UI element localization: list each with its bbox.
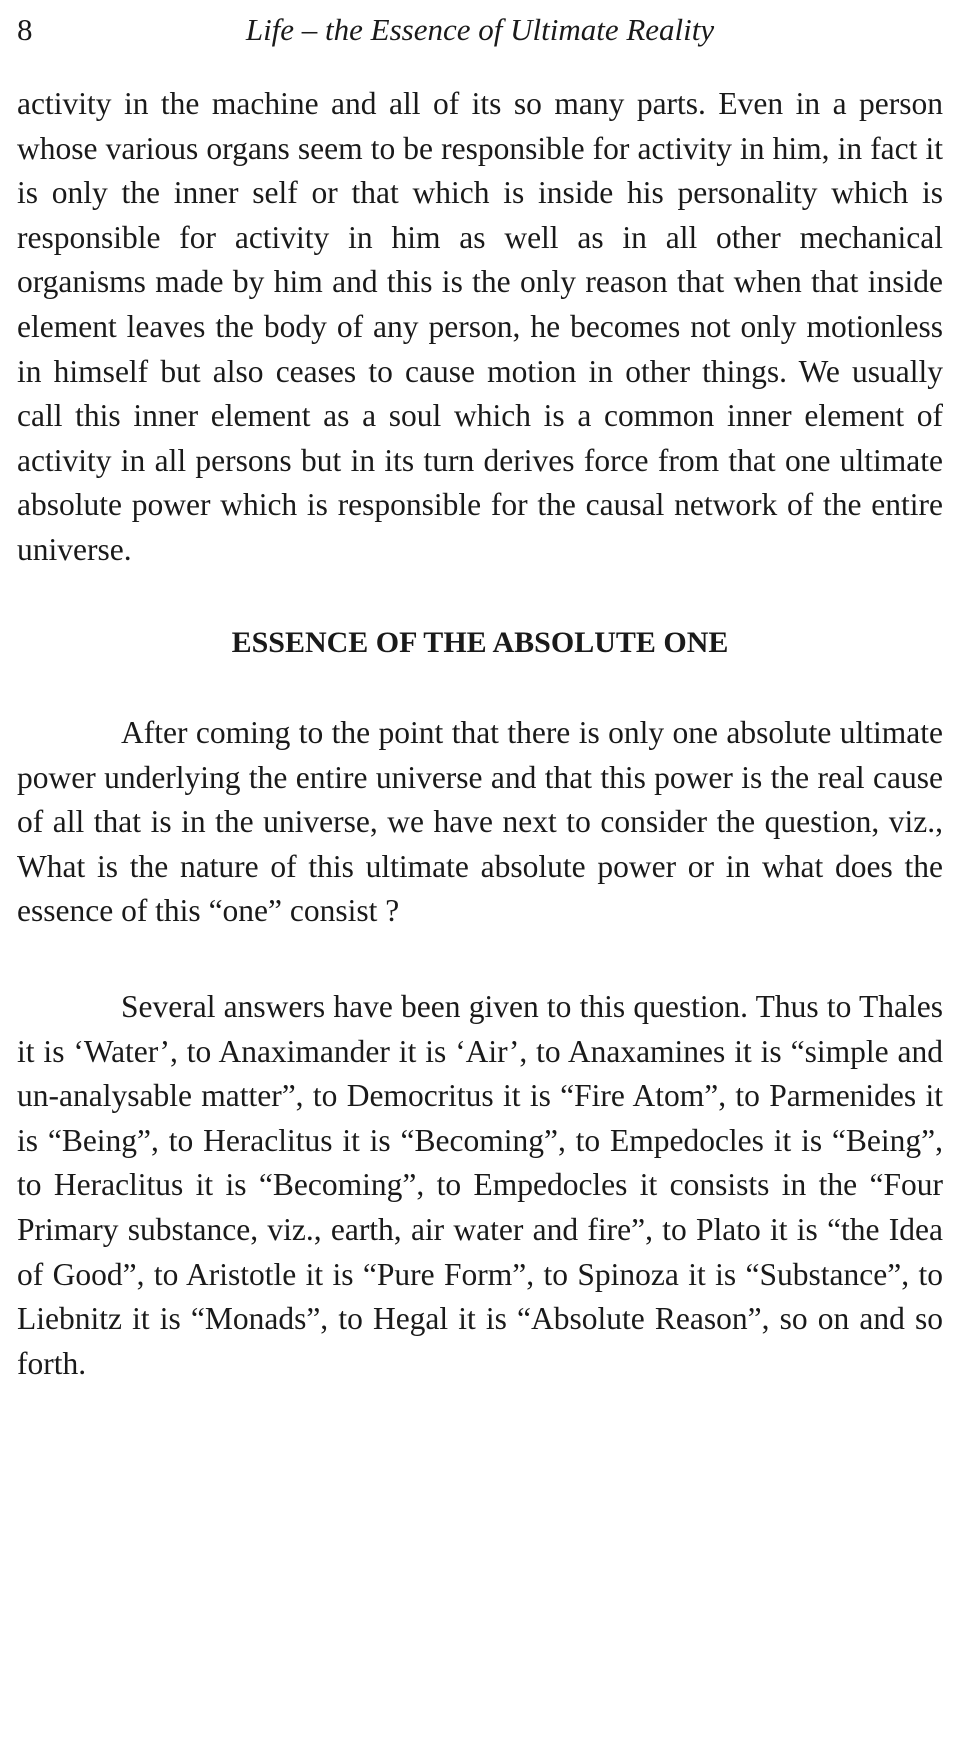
paragraph-3: Several answers have been given to this question. Thus to Thales it is ‘Water’, to Anaximander it is ‘Air’, to Anaxamines it is “simple and un-analysable matter”, to Democritus it is “Fire Atom”, to Parmenides it is “Being”, to Heraclitus it is “Becoming”, to Empedocles it is “Being”, to Heraclitus it is “Becoming”, to Empedocles it consists in the “Four Primary substance, viz., earth, air water and fire”, to Plato it is “the Idea of Good”, to Aristotle it is “Pure Form”, to Spinoza it is “Substance”, to Liebnitz it is “Monads”, to Hegal it is “Absolute Reason”, so on and so forth. xyxy=(17,989,943,1381)
paragraph-1: activity in the machine and all of its so many parts. Even in a person whose various organs seem to be responsible for activity in him, in fact it is only the inner self or that which is inside his personality which is responsible for activity in him as well as in all other mechanical organisms made by him and this is the only reason that when that inside element leaves the body of any person, he becomes not only motionless in himself but also ceases to cause motion in other things. We usually call this inner element as a soul which is a common inner element of activity in all persons but in its turn derives force from that one ultimate absolute power which is responsible for the causal network of the entire universe. xyxy=(17,86,943,567)
page-number: 8 xyxy=(17,12,33,47)
running-header xyxy=(17,10,943,50)
section-heading: ESSENCE OF THE ABSOLUTE ONE xyxy=(231,626,729,659)
paragraph-2: After coming to the point that there is only one absolute ultimate power underlying the entire universe and that this power is the real cause of all that is in the universe, we have next to consider the question, viz., What is the nature of this ultimate absolute power or in what does the essence of this “one” consist ? xyxy=(17,715,943,929)
running-title: Life – the Essence of Ultimate Reality xyxy=(245,12,715,47)
